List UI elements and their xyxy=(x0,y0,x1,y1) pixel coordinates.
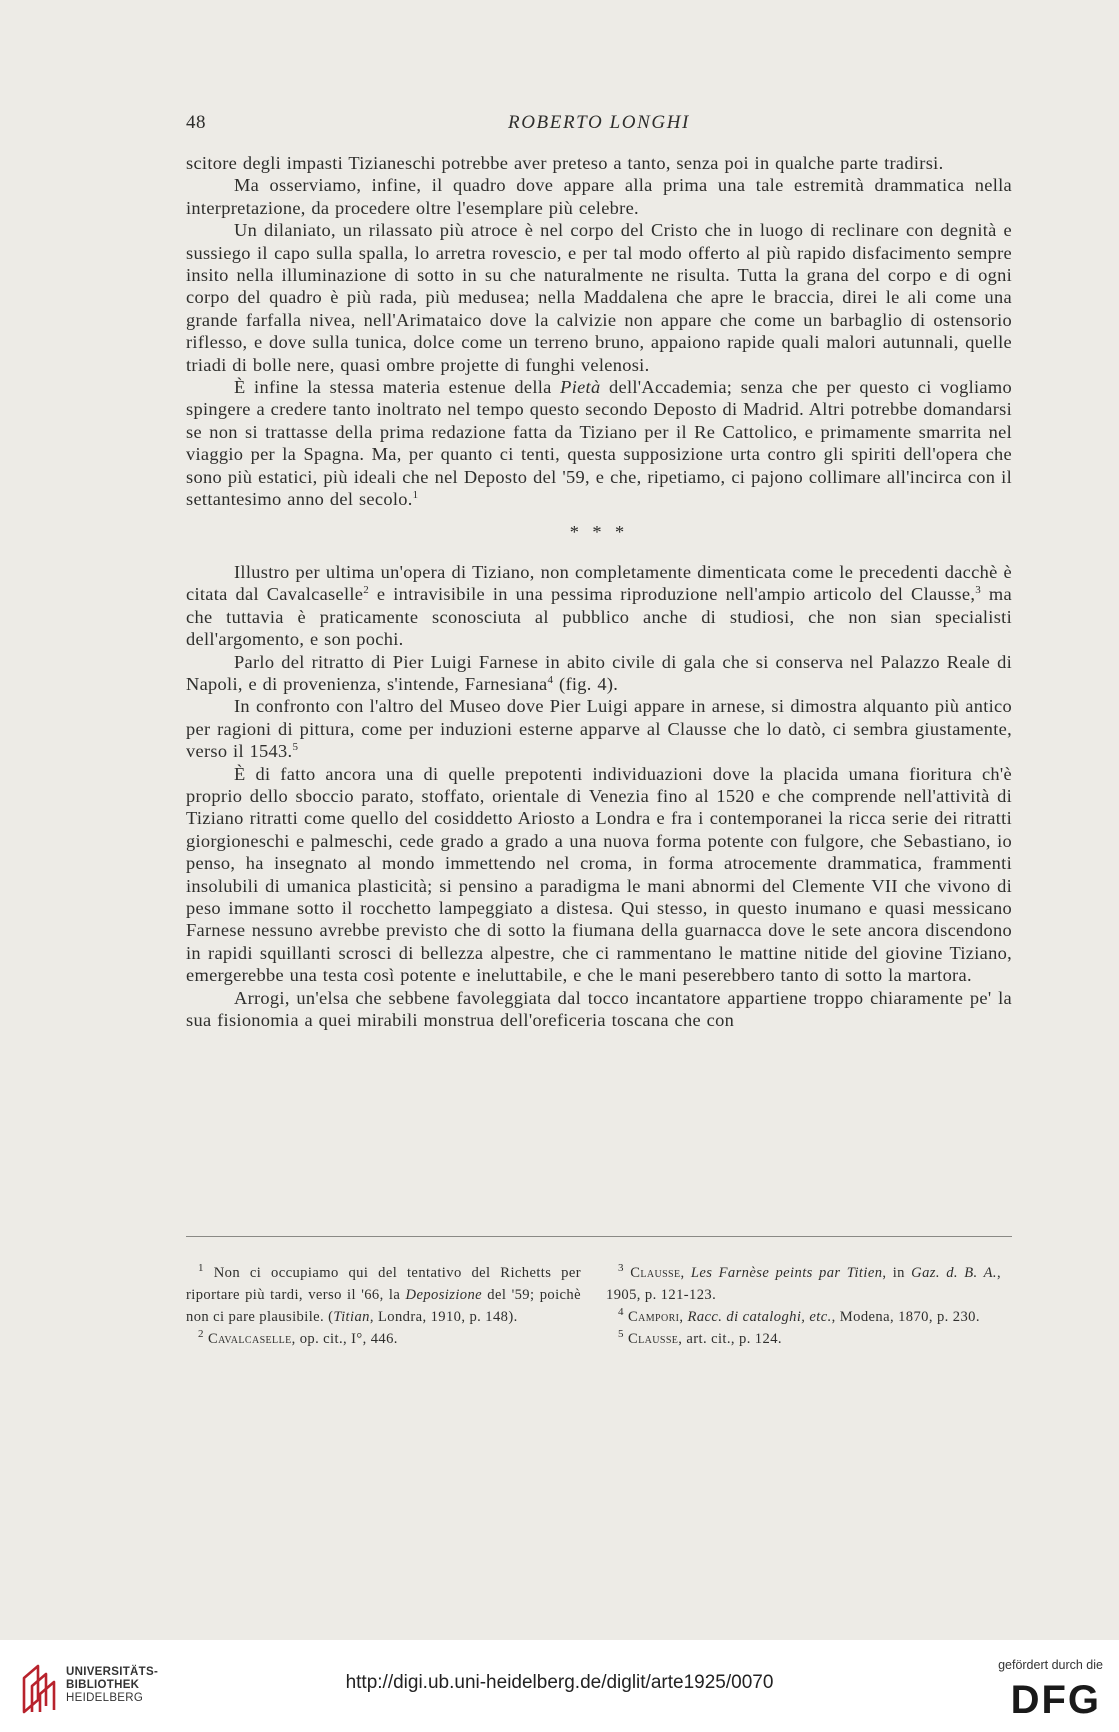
paragraph xyxy=(186,695,1012,762)
italic-title: Pietà xyxy=(560,377,601,398)
footnote-ref: 5 xyxy=(292,741,299,754)
text-run: È infine la stessa materia estenue della xyxy=(234,377,561,398)
library-name-line: HEIDELBERG xyxy=(66,1692,144,1704)
paragraph: È di fatto ancora una di quelle prepotenti individuazioni dove la placida umana fioritura ch'è proprio dello sboccio parato, stoffato, orientale di Venezia fino al 1520 e che comprende nell'attività di Tiziano ritratti come quello del cosiddetto Ariosto a Londra e fra i contemporanei la ricca serie dei ritratti giorgioneschi e palmeschi, cede grado a grado a una nuova forma potente con fulgore, che Sebastiano, io penso, ha insegnato al mondo immettendo nel croma, in forma atrocemente drammatica, frammenti insolubili di umanica plasticità; si pensino a paradigma le mani abnormi del Clemente VII che vivono di peso immane sotto il rocchetto lampeggiato a distesa. Qui stesso, in questo inumano e quasi messicano Farnese nessuno avrebbe previsto che di sotto la fiumana della guarnacca dove le sete ancora discendono in rapidi squillanti scrosci di bellezza alpestre, che ci rammentano le mattine nitide del giovine Tiziano, emergerebbe una testa così potente e ineluttabile, e che le mani peserebbero tanto di sotto la martora. xyxy=(186,763,1012,986)
funding-label: gefördert durch die xyxy=(998,1658,1103,1672)
text-run: , in xyxy=(882,1265,912,1281)
text-run: , 1905, p. 121-123. xyxy=(606,1265,1001,1303)
page-number: 48 xyxy=(186,112,206,133)
footnote-1 xyxy=(186,1262,581,1328)
text-run: ma che tuttavia è praticamente sconosciuta al pubblico anche di studiosi, che non sian specialisti dell'argomento, e son pochi. xyxy=(186,584,1012,650)
footnote-5 xyxy=(606,1328,1001,1350)
paragraph xyxy=(186,561,1012,651)
text-run: e intravisibile in una pessima riproduzione nell'ampio articolo del Clausse, xyxy=(369,584,976,605)
text-run: , op. cit., I°, 446. xyxy=(291,1331,398,1347)
text-run: Illustro per ultima un'opera di Tiziano, non completamente dimenticata come le precedenti dacchè è citata dal Cavalcaselle xyxy=(186,561,1012,605)
page-header xyxy=(186,112,1012,140)
footnote-mark: 2 xyxy=(198,1328,204,1341)
text-run: (fig. 4). xyxy=(553,673,619,694)
footnote-ref: 2 xyxy=(363,584,370,597)
body-text xyxy=(186,152,1012,1031)
text-run: , xyxy=(680,1265,691,1281)
italic-title: Deposizione xyxy=(405,1287,483,1303)
footnote-4 xyxy=(606,1306,1001,1328)
library-name-line: UNIVERSITÄTS- xyxy=(66,1666,159,1678)
viewer-footer xyxy=(0,1640,1119,1732)
author-name: Campori xyxy=(627,1309,680,1325)
author-name: Cavalcaselle xyxy=(207,1331,292,1347)
footnotes-column-left xyxy=(186,1262,581,1350)
text-run: , xyxy=(679,1309,688,1325)
footnote-2 xyxy=(186,1328,581,1350)
text-run: , Londra, 1910, p. 148). xyxy=(369,1309,518,1325)
text-run: Parlo del ritratto di Pier Luigi Farnese in abito civile di gala che si conserva nel Palazzo Reale di Napoli, e di provenienza, s'intende, Farnesiana xyxy=(186,651,1012,694)
footnote-mark: 3 xyxy=(618,1262,624,1275)
text-run: , Modena, 1870, p. 230. xyxy=(831,1309,980,1325)
author-name: Clausse xyxy=(630,1265,681,1281)
italic-title: Gaz. d. B. A. xyxy=(911,1265,997,1281)
section-separator: * * * xyxy=(569,521,629,542)
footnote-mark: 5 xyxy=(618,1328,624,1341)
text-run: In confronto con l'altro del Museo dove Pier Luigi appare in arnese, si dimostra alquanto più antico per ragioni di pittura, come per induzioni esterne apparve al Clausse che lo datò, ci sembra giustamente, verso il 1543. xyxy=(186,696,1012,762)
text-run: del '59; poichè non ci pare plausibile. ( xyxy=(186,1287,581,1325)
footnote-mark: 4 xyxy=(618,1306,624,1319)
footnote-ref: 4 xyxy=(547,673,554,686)
dfg-logo: DFG xyxy=(1010,1678,1101,1722)
footnote-ref: 1 xyxy=(412,488,419,501)
paragraph xyxy=(186,376,1012,510)
author-name: Clausse xyxy=(627,1331,679,1347)
footnotes-column-right xyxy=(606,1262,1001,1350)
paragraph xyxy=(186,651,1012,696)
permalink-url[interactable]: http://digi.ub.uni-heidelberg.de/diglit/arte1925/0070 xyxy=(345,1672,774,1693)
footnote-divider xyxy=(186,1236,1012,1237)
footnote-mark: 1 xyxy=(198,1262,204,1275)
text-run: , art. cit., p. 124. xyxy=(678,1331,782,1347)
italic-title: Les Farnèse peints par Titien xyxy=(690,1265,883,1281)
running-title: ROBERTO LONGHI xyxy=(508,112,690,133)
italic-title: Titian xyxy=(333,1309,370,1325)
footnote-ref: 3 xyxy=(975,584,982,597)
paragraph: Arrogi, un'elsa che sebbene favoleggiata dal tocco incantatore appartiene troppo chiaramente pe' la sua fisionomia a quei mirabili monstrua dell'oreficeria toscana che con xyxy=(186,987,1012,1031)
paragraph: Ma osserviamo, infine, il quadro dove appare alla prima una tale estremità drammatica nella interpretazione, da procedere oltre l'esemplare più celebre. xyxy=(186,175,1012,218)
text-run: Non ci occupiamo qui del tentativo del Richetts per riportare più tardi, verso il '66, la xyxy=(186,1265,581,1303)
paragraph: Un dilaniato, un rilassato più atroce è nel corpo del Cristo che in luogo di reclinare con degnità e sussiego il capo sulla spalla, lo arretra rovescio, e per tal modo offerto al più rapido disfacimento sempre insito nella illuminazione di sotto in su che naturalmente ne risulta. Tutta la grana del corpo e di ogni corpo del quadro è più rada, più medusea; nella Maddalena che apre le braccia, direi le ali come una grande farfalla nivea, nell'Arimataico dove la calvizie non appare che come un barbaglio di ostensorio riflesso, e dove sulla tunica, dolce come un terreno bruno, appaiono rapide quali malori autunnali, quelle triadi di bolle nere, quasi ombre projette di funghi velenosi. xyxy=(186,220,1012,375)
footnote-3 xyxy=(606,1262,1001,1306)
italic-title: Racc. di cataloghi, etc. xyxy=(687,1309,832,1325)
library-name-line: BIBLIOTHEK xyxy=(66,1679,140,1691)
paragraph: scitore degli impasti Tizianeschi potrebbe aver preteso a tanto, senza poi in qualche parte tradirsi. xyxy=(186,153,944,173)
text-run: dell'Accademia; senza che per questo ci vogliamo spingere a credere tanto inoltrato nel tempo questo secondo Deposto di Madrid. Altri potrebbe domandarsi se non si trattasse della prima redazione fatta da Tiziano per il Re Cattolico, e primamente smarrita nel viaggio per la Spagna. Ma, per quanto ci tenti, questa supposizione urta contro gli spiriti dell'opera che sono più estatici, più ideali che nel Deposto del '59, e che, ripetiamo, ci pajono collimare all'incirca con il settantesimo anno del secolo. xyxy=(186,377,1012,510)
